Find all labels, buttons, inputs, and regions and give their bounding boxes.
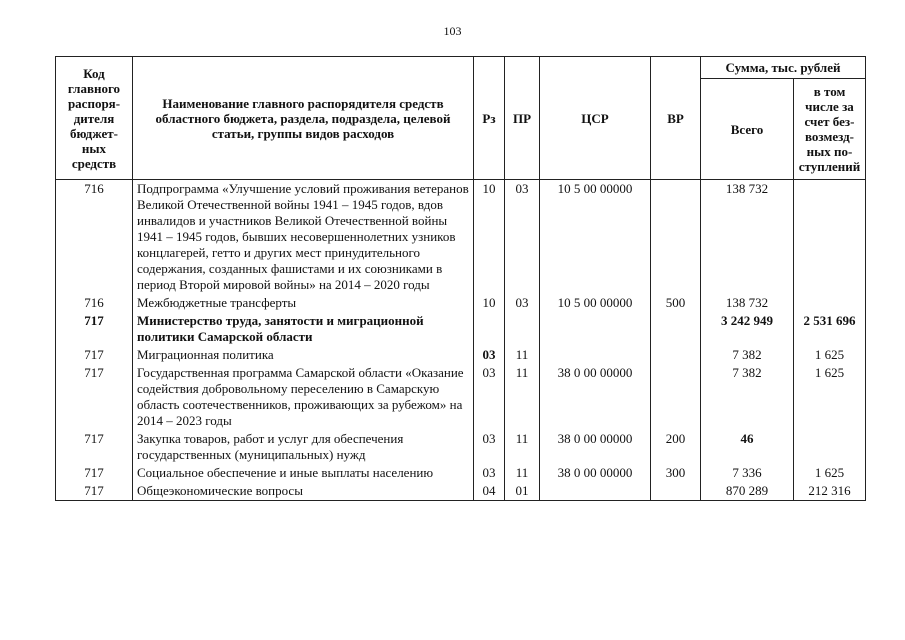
- header-grants: в том числе за счет без-возмезд-ных по-ступлений: [794, 79, 866, 180]
- cell-pr: 01: [505, 482, 540, 501]
- header-code: Код главного распоря-дителя бюджет-ных средств: [56, 57, 133, 180]
- cell-code: 717: [56, 482, 133, 501]
- cell-csr: [540, 312, 651, 346]
- cell-name: Подпрограмма «Улучшение условий проживания ветеранов Великой Отечественной войны 1941 – 1945 годов, вдов инвалидов и участников Великой Отечественной войны 1941 – 1945 годов, бывших несовершеннолетних узников концлагерей, гетто и других мест принудительного содержания, созданных фашистами и их союзниками в период Второй мировой войны» на 2014 – 2020 годы: [133, 180, 474, 295]
- cell-code: 717: [56, 464, 133, 482]
- page-number: 103: [443, 24, 462, 38]
- cell-code: 716: [56, 294, 133, 312]
- cell-csr: 38 0 00 00000: [540, 430, 651, 464]
- cell-grants: 2 531 696: [794, 312, 866, 346]
- cell-rz: 10: [474, 294, 505, 312]
- cell-pr: 11: [505, 430, 540, 464]
- cell-total: 138 732: [701, 294, 794, 312]
- cell-code: 716: [56, 180, 133, 295]
- cell-name: Государственная программа Самарской области «Оказание содействия добровольному переселению в Самарскую область соотечественников, проживающих за рубежом» на 2014 – 2023 годы: [133, 364, 474, 430]
- header-name: Наименование главного распорядителя средств областного бюджета, раздела, подраздела, целевой статьи, группы видов расходов: [133, 57, 474, 180]
- cell-csr: 10 5 00 00000: [540, 180, 651, 295]
- cell-grants: [794, 430, 866, 464]
- cell-vr: [651, 312, 701, 346]
- cell-grants: 212 316: [794, 482, 866, 501]
- cell-name: Социальное обеспечение и иные выплаты населению: [133, 464, 474, 482]
- cell-name: Межбюджетные трансферты: [133, 294, 474, 312]
- cell-vr: [651, 346, 701, 364]
- cell-code: 717: [56, 346, 133, 364]
- cell-grants: 1 625: [794, 464, 866, 482]
- cell-grants: 1 625: [794, 364, 866, 430]
- cell-pr: 11: [505, 346, 540, 364]
- header-sum-group: Сумма, тыс. рублей: [701, 57, 866, 79]
- cell-grants: [794, 294, 866, 312]
- cell-total: 870 289: [701, 482, 794, 501]
- cell-pr: 11: [505, 364, 540, 430]
- cell-pr: [505, 312, 540, 346]
- cell-rz: 10: [474, 180, 505, 295]
- header-rz: Рз: [474, 57, 505, 180]
- cell-rz: 03: [474, 464, 505, 482]
- header-csr: ЦСР: [540, 57, 651, 180]
- cell-csr: [540, 346, 651, 364]
- table-row: [56, 312, 866, 346]
- cell-name: Министерство труда, занятости и миграционной политики Самарской области: [133, 312, 474, 346]
- cell-total: 3 242 949: [701, 312, 794, 346]
- cell-rz: 03: [474, 364, 505, 430]
- cell-name: Общеэкономические вопросы: [133, 482, 474, 501]
- cell-total: 138 732: [701, 180, 794, 295]
- cell-name: Миграционная политика: [133, 346, 474, 364]
- cell-grants: 1 625: [794, 346, 866, 364]
- budget-table: [55, 56, 866, 501]
- cell-vr: 500: [651, 294, 701, 312]
- cell-vr: [651, 364, 701, 430]
- cell-vr: 300: [651, 464, 701, 482]
- cell-csr: 10 5 00 00000: [540, 294, 651, 312]
- header-total: Всего: [701, 79, 794, 180]
- cell-vr: 200: [651, 430, 701, 464]
- table-row: [56, 180, 866, 295]
- cell-total: 7 382: [701, 346, 794, 364]
- cell-csr: 38 0 00 00000: [540, 464, 651, 482]
- cell-pr: 03: [505, 294, 540, 312]
- cell-code: 717: [56, 364, 133, 430]
- table-row: [56, 482, 866, 501]
- cell-code: 717: [56, 430, 133, 464]
- cell-code: 717: [56, 312, 133, 346]
- table-row: [56, 346, 866, 364]
- cell-vr: [651, 482, 701, 501]
- table-row: [56, 464, 866, 482]
- header-vr: ВР: [651, 57, 701, 180]
- table-row: [56, 294, 866, 312]
- cell-pr: 03: [505, 180, 540, 295]
- cell-csr: [540, 482, 651, 501]
- cell-grants: [794, 180, 866, 295]
- cell-total: 46: [701, 430, 794, 464]
- cell-total: 7 336: [701, 464, 794, 482]
- cell-total: 7 382: [701, 364, 794, 430]
- cell-csr: 38 0 00 00000: [540, 364, 651, 430]
- cell-rz: 03: [474, 430, 505, 464]
- cell-pr: 11: [505, 464, 540, 482]
- cell-name: Закупка товаров, работ и услуг для обеспечения государственных (муниципальных) нужд: [133, 430, 474, 464]
- header-pr: ПР: [505, 57, 540, 180]
- cell-rz: 03: [474, 346, 505, 364]
- cell-vr: [651, 180, 701, 295]
- cell-rz: [474, 312, 505, 346]
- cell-rz: 04: [474, 482, 505, 501]
- table-row: [56, 430, 866, 464]
- table-row: [56, 364, 866, 430]
